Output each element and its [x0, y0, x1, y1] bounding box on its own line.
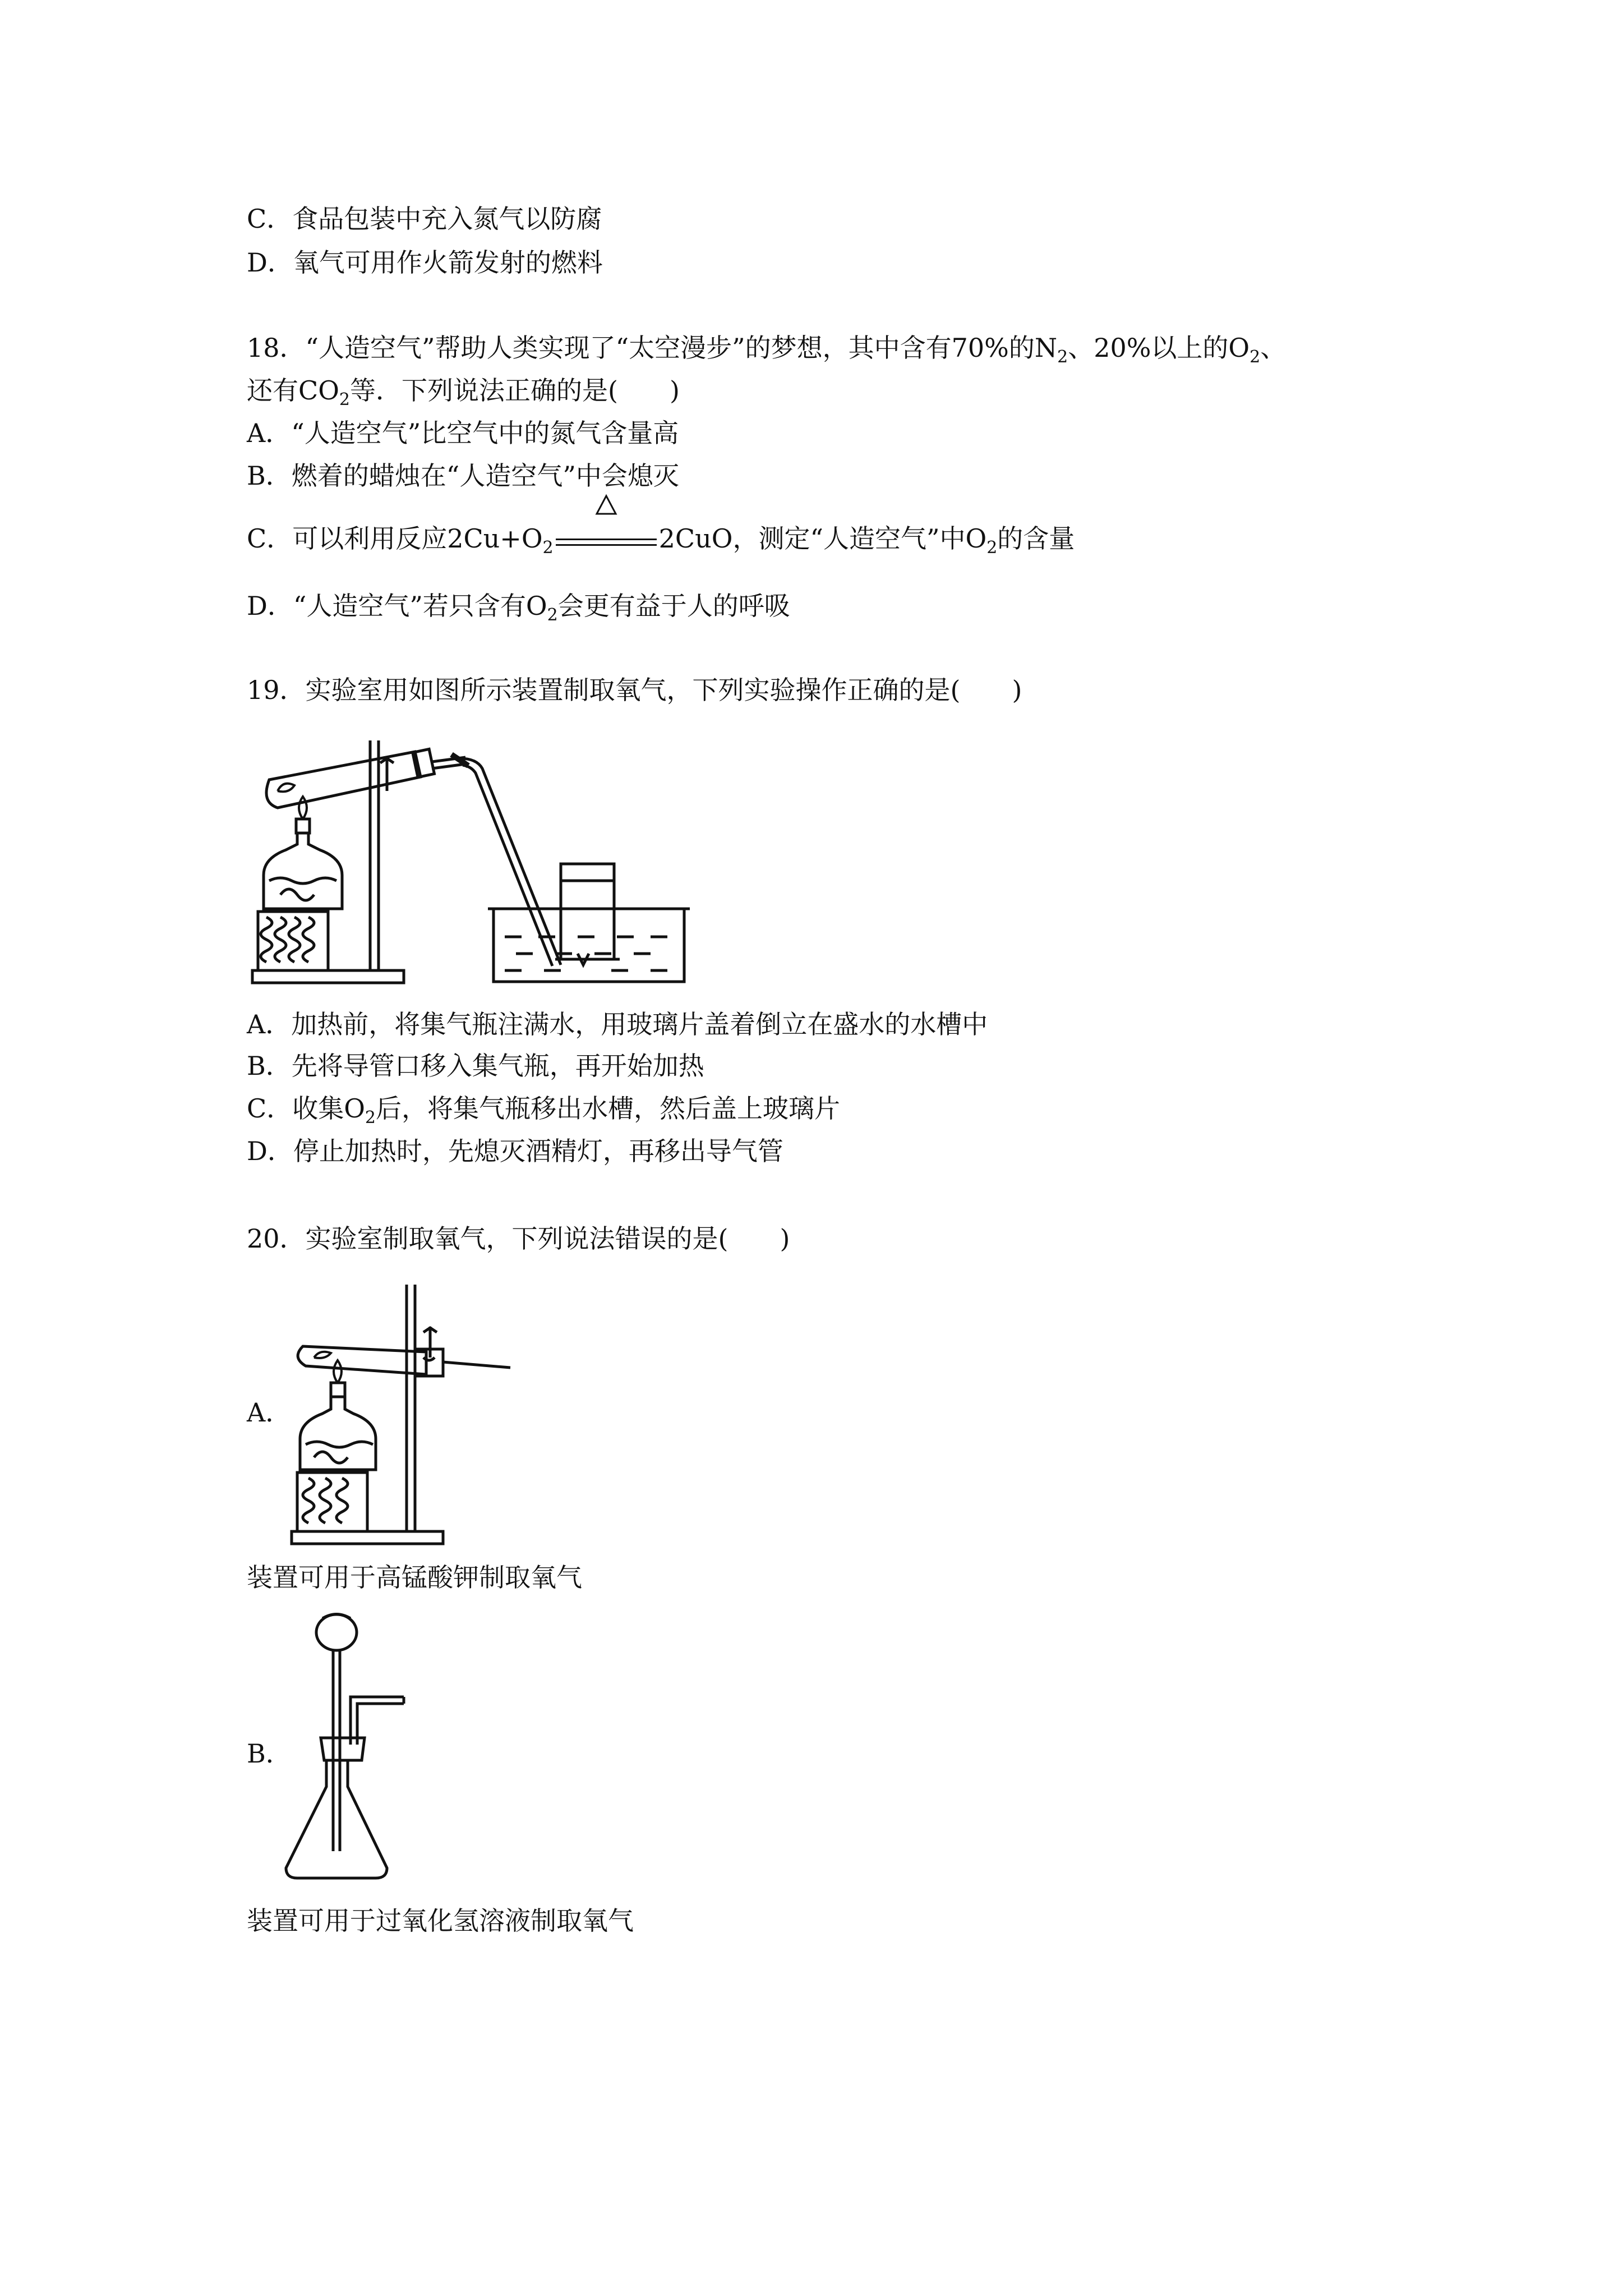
q20-option-a-figure	[280, 1279, 516, 1548]
q17-option-d: D．氧气可用作火箭发射的燃料	[247, 247, 603, 278]
heating-condition-arrow	[556, 522, 657, 555]
q20-option-b-figure	[280, 1610, 426, 1885]
q18-option-c-text: C．可以利用反应2Cu+O	[247, 523, 543, 554]
subscript: 2	[1249, 347, 1261, 367]
subscript: 2	[339, 390, 351, 409]
q18-stem-text: 、20%以上的O	[1068, 333, 1250, 363]
q20-option-b-label: B．	[247, 1738, 292, 1769]
q18-stem-text: 还有CO	[247, 375, 339, 406]
q19-apparatus-figure	[247, 724, 695, 987]
q18-stem-text: 等．下列说法正确的是( )	[350, 375, 680, 406]
q19-option-c-text: C．收集O	[247, 1093, 365, 1124]
q20-option-a-label: A．	[247, 1397, 292, 1428]
q18-stem-line1	[247, 331, 1286, 374]
q19-option-b: B．先将导管口移入集气瓶，再开始加热	[247, 1051, 704, 1081]
oxygen-collection-apparatus-illustration	[247, 724, 695, 987]
q19-option-a: A．加热前，将集气瓶注满水，用玻璃片盖着倒立在盛水的水槽中	[247, 1009, 988, 1039]
q18-option-c-text: 2CuO，测定“人造空气”中O	[658, 523, 987, 554]
q18-option-b: B．燃着的蜡烛在“人造空气”中会熄灭	[247, 461, 679, 491]
q18-stem-text: 、	[1260, 333, 1287, 363]
subscript: 2	[547, 605, 558, 625]
q20-stem: 20．实验室制取氧气，下列说法错误的是( )	[247, 1223, 790, 1254]
subscript: 2	[1057, 347, 1068, 367]
q20-option-a-caption: 装置可用于高锰酸钾制取氧气	[247, 1562, 582, 1593]
q18-option-a: A．“人造空气”比空气中的氮气含量高	[247, 418, 679, 448]
conical-flask-with-funnel-illustration	[280, 1610, 426, 1885]
q20-option-b-caption: 装置可用于过氧化氢溶液制取氧气	[247, 1906, 634, 1936]
q19-option-d: D．停止加热时，先熄灭酒精灯，再移出导气管	[247, 1136, 783, 1166]
q18-option-c-text: 的含量	[997, 523, 1075, 554]
q19-option-c-text: 后，将集气瓶移出水槽，然后盖上玻璃片	[376, 1093, 841, 1124]
q19-stem: 19．实验室用如图所示装置制取氧气，下列实验操作正确的是( )	[247, 675, 1022, 705]
q18-option-d-text: 会更有益于人的呼吸	[557, 591, 790, 621]
q18-option-d-text: D．“人造空气”若只含有O	[247, 591, 547, 621]
q18-option-d	[247, 589, 790, 632]
heating-test-tube-apparatus-illustration	[280, 1279, 516, 1548]
q18-stem-line2	[247, 374, 680, 417]
subscript: 2	[542, 538, 554, 558]
q17-option-c: C．食品包装中充入氮气以防腐	[247, 204, 602, 234]
delta-heat-icon	[595, 494, 617, 516]
subscript: 2	[365, 1108, 376, 1128]
subscript: 2	[986, 538, 998, 558]
q18-option-c	[247, 522, 1075, 565]
q18-stem-text: 18．“人造空气”帮助人类实现了“太空漫步”的梦想，其中含有70%的N	[247, 333, 1058, 363]
q19-option-c	[247, 1092, 840, 1135]
